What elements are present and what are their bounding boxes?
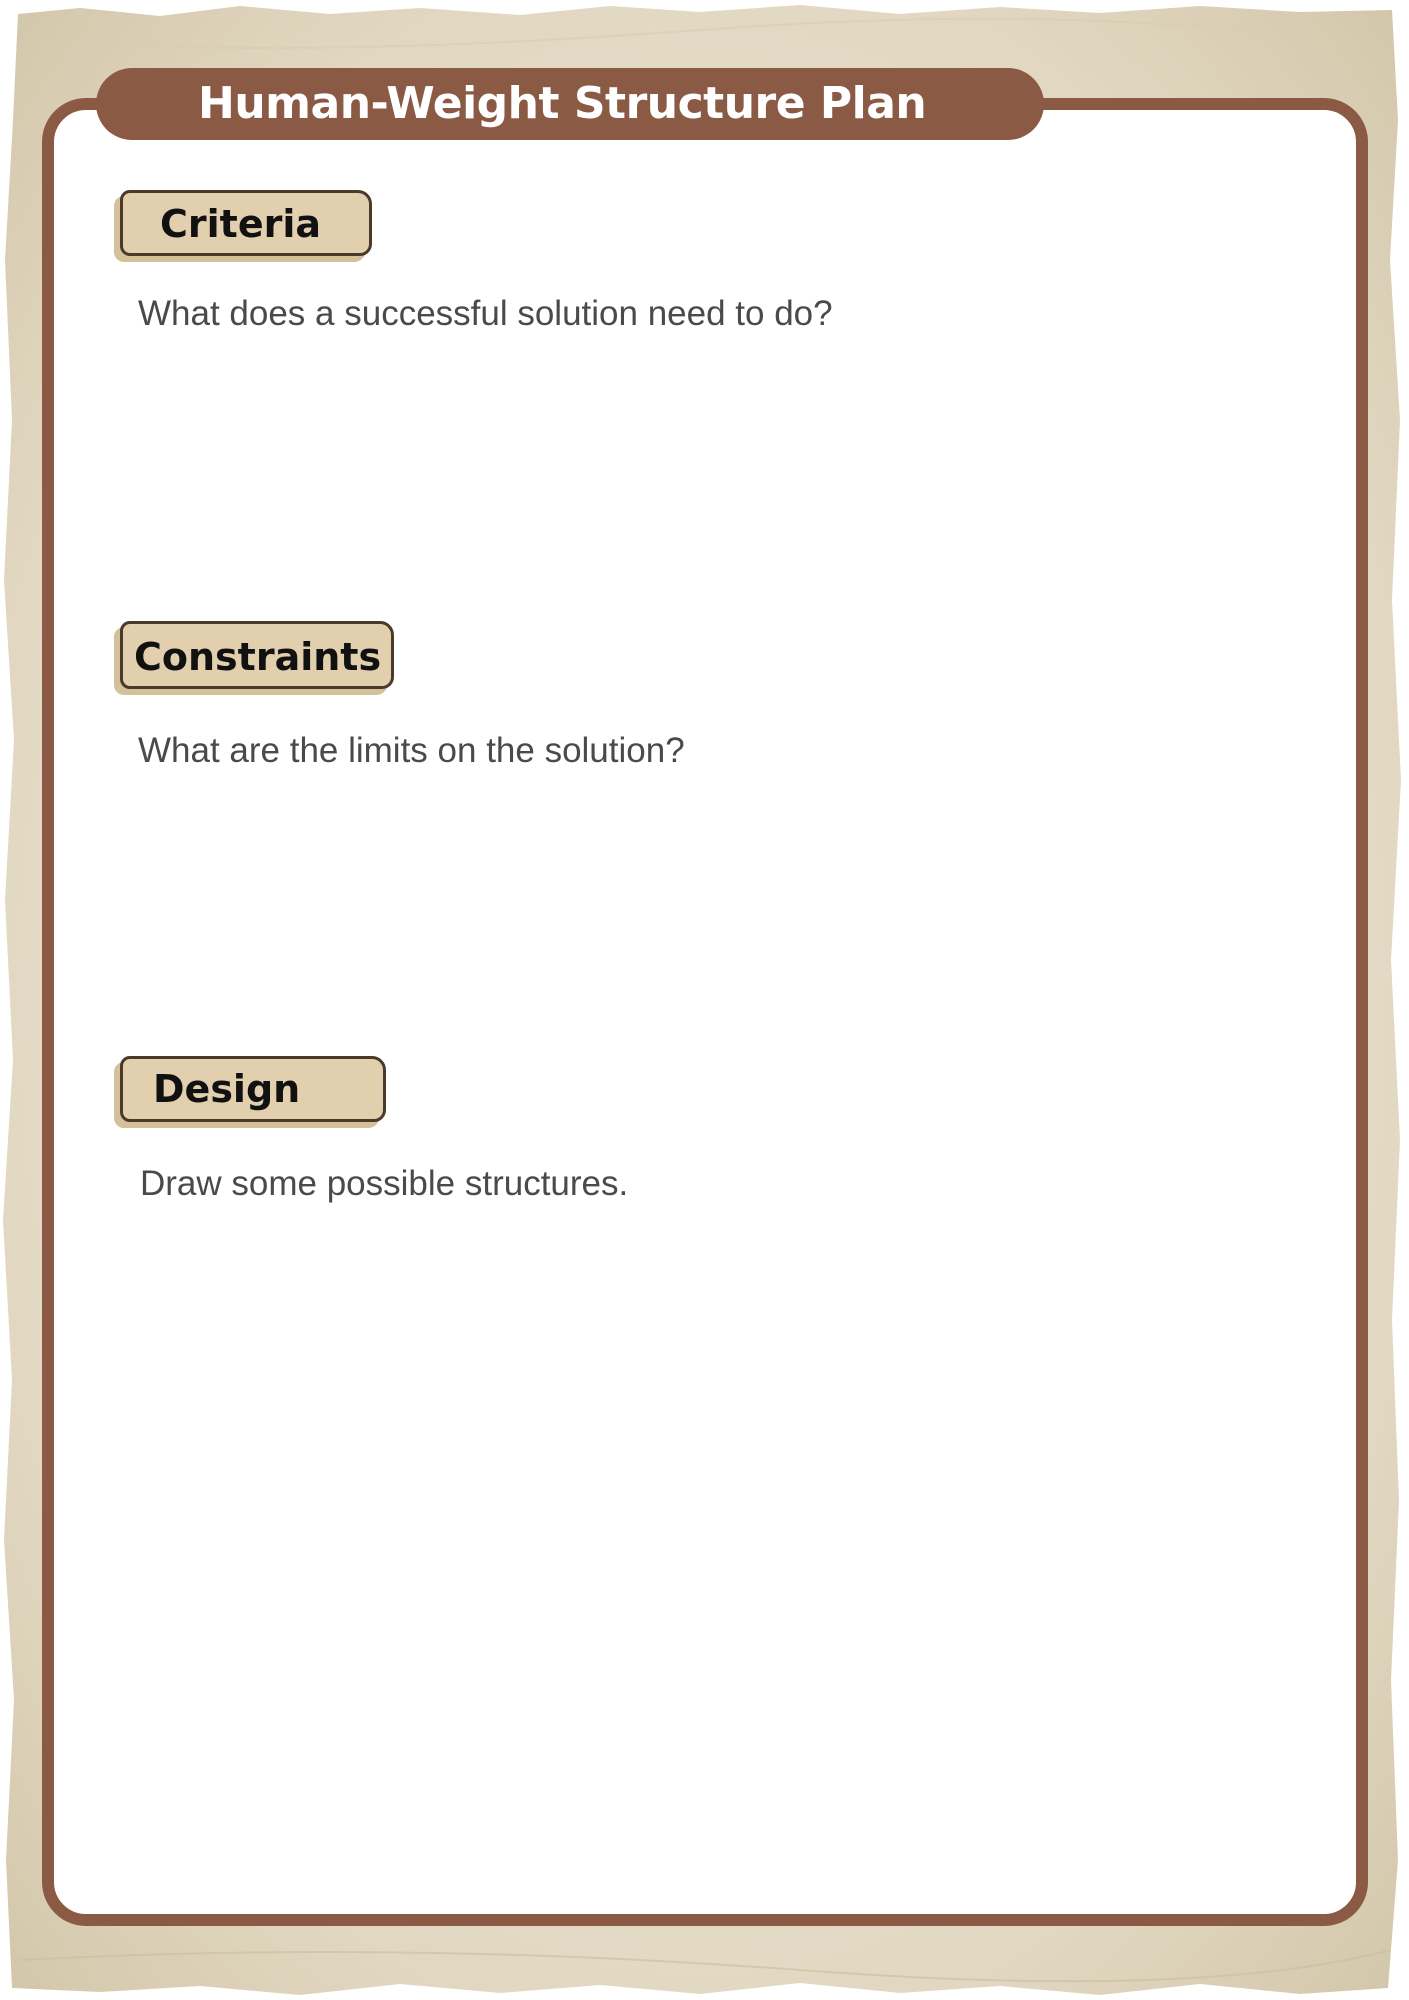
design-heading: Design bbox=[153, 1067, 301, 1111]
page-title: Human-Weight Structure Plan bbox=[198, 78, 927, 129]
criteria-prompt: What does a successful solution need to do? bbox=[138, 294, 833, 333]
criteria-heading: Criteria bbox=[160, 202, 321, 246]
constraints-prompt: What are the limits on the solution? bbox=[138, 731, 685, 770]
content-frame bbox=[42, 98, 1368, 1926]
constraints-heading: Constraints bbox=[134, 635, 382, 679]
design-prompt: Draw some possible structures. bbox=[140, 1164, 629, 1203]
